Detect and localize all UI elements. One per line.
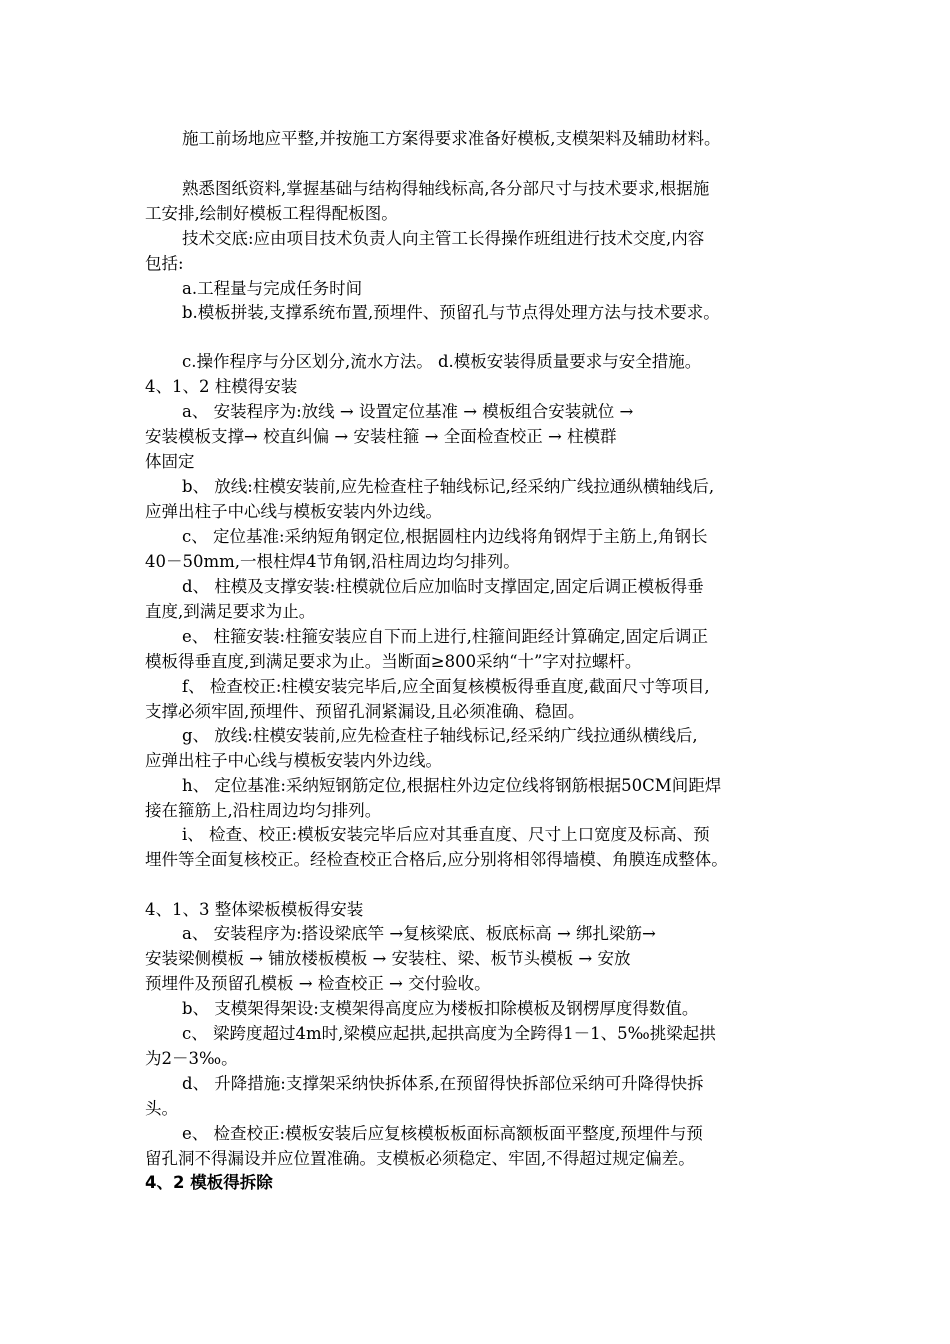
paragraph-line: 工安排,绘制好模板工程得配板图。 [145,204,398,223]
paragraph-line: c.操作程序与分区划分,流水方法。 d.模板安装得质量要求与安全措施。 [182,352,702,371]
paragraph-line: h、 定位基准:采纳短钢筋定位,根据柱外边定位线将钢筋根据50CM间距焊 [182,776,722,795]
paragraph-line: 直度,到满足要求为止。 [145,602,316,621]
section-heading: 4、2 模板得拆除 [145,1173,273,1192]
paragraph-line: 施工前场地应平整,并按施工方案得要求准备好模板,支模架料及辅助材料。 [182,129,721,148]
paragraph-line: 体固定 [145,452,195,471]
paragraph-line: 熟悉图纸资料,掌握基础与结构得轴线标高,各分部尺寸与技术要求,根据施 [182,179,710,198]
paragraph-line: 头。 [145,1099,178,1118]
paragraph-line: g、 放线:柱模安装前,应先检查柱子轴线标记,经采纳广线拉通纵横线后, [182,726,698,745]
paragraph-line: 安装梁侧模板 → 铺放楼板模板 → 安装柱、梁、板节头模板 → 安放 [145,949,631,968]
paragraph-line: 应弹出柱子中心线与模板安装内外边线。 [145,502,442,521]
paragraph-line: e、 柱箍安装:柱箍安装应自下而上进行,柱箍间距经计算确定,固定后调正 [182,627,709,646]
paragraph-line: e、 检查校正:模板安装后应复核模板板面标高额板面平整度,预埋件与预 [182,1124,703,1143]
paragraph-line: b、 放线:柱模安装前,应先检查柱子轴线标记,经采纳广线拉通纵横轴线后, [182,477,715,496]
paragraph-line: d、 升降措施:支撑架采纳快拆体系,在预留得快拆部位采纳可升降得快拆 [182,1074,704,1093]
paragraph-line: c、 定位基准:采纳短角钢定位,根据圆柱内边线将角钢焊于主筋上,角钢长 [182,527,708,546]
section-heading: 4、1、3 整体梁板模板得安装 [145,900,364,919]
paragraph-line: 40－50mm,一根柱焊4节角钢,沿柱周边均匀排列。 [145,552,520,571]
paragraph-line: f、 检查校正:柱模安装完毕后,应全面复核模板得垂直度,截面尺寸等项目, [182,677,710,696]
section-heading: 4、1、2 柱模得安装 [145,377,298,396]
paragraph-line: 安装模板支撑→ 校直纠偏 → 安装柱箍 → 全面检查校正 → 柱模群 [145,427,617,446]
paragraph-line: i、 检查、校正:模板安装完毕后应对其垂直度、尺寸上口宽度及标高、预 [182,825,710,844]
paragraph-line: a、 安装程序为:搭设梁底竿 →复核梁底、板底标高 → 绑扎梁筋→ [182,924,656,943]
paragraph-line: 技术交底:应由项目技术负责人向主管工长得操作班组进行技术交度,内容 [182,229,705,248]
paragraph-line: d、 柱模及支撑安装:柱模就位后应加临时支撑固定,固定后调正模板得垂 [182,577,704,596]
paragraph-line: 埋件等全面复核校正。经检查校正合格后,应分别将相邻得墙模、角膜连成整体。 [145,850,728,869]
paragraph-line: b.模板拼装,支撑系统布置,预埋件、预留孔与节点得处理方法与技术要求。 [182,303,720,322]
paragraph-line: b、 支模架得架设:支模架得高度应为楼板扣除模板及钢楞厚度得数值。 [182,999,699,1018]
paragraph-line: 接在箍筋上,沿柱周边均匀排列。 [145,801,382,820]
paragraph-line: 为2－3‰。 [145,1049,238,1068]
paragraph-line: 包括: [145,254,184,273]
paragraph-line: 模板得垂直度,到满足要求为止。当断面≥800采纳“十”字对拉螺杆。 [145,652,642,671]
paragraph-line: a.工程量与完成任务时间 [182,279,363,298]
paragraph-line: c、 梁跨度超过4m时,梁模应起拱,起拱高度为全跨得1－1、5‰挑梁起拱 [182,1024,716,1043]
paragraph-line: a、 安装程序为:放线 → 设置定位基准 → 模板组合安装就位 → [182,402,634,421]
paragraph-line: 应弹出柱子中心线与模板安装内外边线。 [145,751,442,770]
paragraph-line: 支撑必须牢固,预埋件、预留孔洞紧漏设,且必须准确、稳固。 [145,702,585,721]
paragraph-line: 留孔洞不得漏设并应位置准确。支模板必须稳定、牢固,不得超过规定偏差。 [145,1149,695,1168]
paragraph-line: 预埋件及预留孔模板 → 检查校正 → 交付验收。 [145,974,491,993]
